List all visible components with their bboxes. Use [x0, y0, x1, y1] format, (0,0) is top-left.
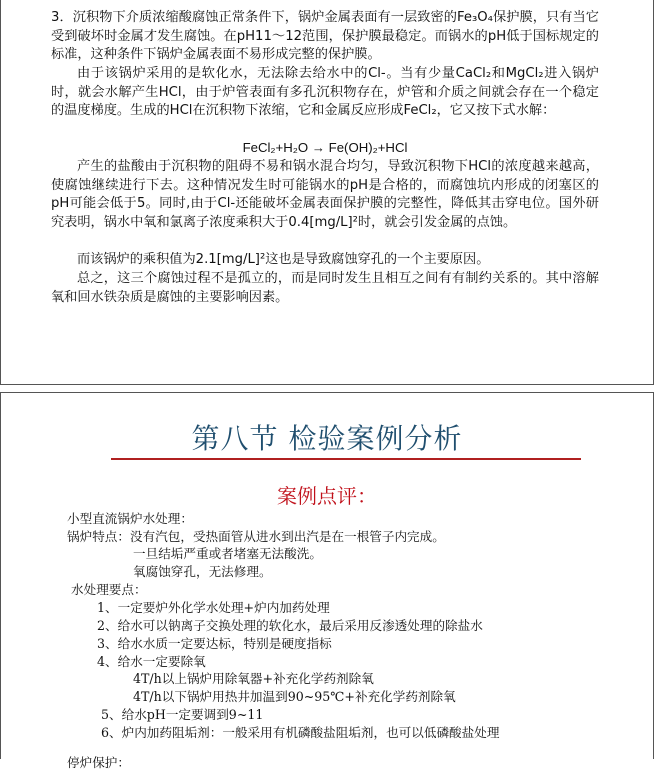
case-review-heading: 案例点评：	[277, 484, 377, 508]
line-scaling-issue: 一旦结垢严重或者堵塞无法酸洗。	[133, 546, 322, 561]
paragraph-product-value: 而该锅炉的乘积值为2.1[mg/L]²这也是导致腐蚀穿孔的一个主要原因。	[77, 252, 490, 267]
slide-separator	[0, 385, 654, 392]
line-point-3: 3、给水水质一定要达标，特别是硬度指标	[97, 636, 332, 651]
line-key-points-heading: 水处理要点：	[71, 582, 147, 597]
section-title: 第八节 检验案例分析	[191, 422, 463, 455]
line-point-1: 1、一定要炉外化学水处理+炉内加药处理	[97, 600, 330, 615]
equation-fecl2-hydrolysis: FeCl₂+H₂O → Fe(OH)₂+HCl	[242, 140, 408, 155]
paragraph-hcl-concentration: 产生的盐酸由于沉积物的阻碍不易和锅水混合均匀，导致沉积物下HCl的浓度越来越高，使腐蚀继续进行下去。这种情况发生时可能锅水的pH是合格的，而腐蚀坑内形成的闭塞区的pH可能会低于5。同时,由于Cl-还能破坏金属表面保护膜的完整性，降低其击穿电位。国外研究表明，锅水中氧和氯离子浓度乘积大于0.4[mg/L]²时，就会引发金属的点蚀。	[51, 159, 599, 230]
slide-corrosion-analysis	[0, 0, 654, 385]
line-point-6: 6、炉内加药阻垢剂：一般采用有机磷酸盐阻垢剂，也可以低磷酸盐处理	[101, 725, 500, 740]
line-shutdown-protection: 停炉保护：	[67, 755, 130, 770]
line-point-2: 2、给水可以钠离子交换处理的软化水，最后采用反渗透处理的除盐水	[97, 618, 483, 633]
line-boiler-features: 锅炉特点：没有汽包，受热面管从进水到出汽是在一根管子内完成。	[67, 529, 445, 544]
line-point-4-sub-2: 4T/h以下锅炉用热井加温到90~95℃+补充化学药剂除氧	[133, 689, 456, 704]
line-water-treatment-heading: 小型直流锅炉水处理：	[67, 511, 193, 526]
line-point-4-sub-1: 4T/h以上锅炉用除氧器+补充化学药剂除氧	[133, 671, 374, 686]
line-point-5: 5、给水pH一定要调到9~11	[101, 707, 264, 722]
paragraph-chloride-hydrolysis: 由于该锅炉采用的是软化水，无法除去给水中的Cl-。当有少量CaCl₂和MgCl₂进入锅炉时，就会水解产生HCl，由于炉管表面有多孔沉积物存在，炉管和介质之间就会存在一个稳定的温度梯度。生成的HCl在沉积物下浓缩，它和金属反应形成FeCl₂，它又按下式水解：	[51, 66, 599, 119]
line-oxygen-corrosion: 氧腐蚀穿孔，无法修理。	[133, 564, 272, 579]
paragraph-deposit-corrosion: 3．沉积物下介质浓缩酸腐蚀正常条件下，锅炉金属表面有一层致密的Fe₃O₄保护膜，只有当它受到破坏时金属才发生腐蚀。在pH11～12范围，保护膜最稳定。而锅水的pH低于国标规定的标准，这种条件下锅炉金属表面不易形成完整的保护膜。	[51, 10, 599, 63]
paragraph-summary: 总之，这三个腐蚀过程不是孤立的，而是同时发生且相互之间有有制约关系的。其中溶解氧和回水铁杂质是腐蚀的主要影响因素。	[51, 271, 599, 305]
slide-case-review	[0, 392, 654, 770]
title-underline	[111, 458, 581, 460]
line-point-4: 4、给水一定要除氧	[97, 654, 206, 669]
